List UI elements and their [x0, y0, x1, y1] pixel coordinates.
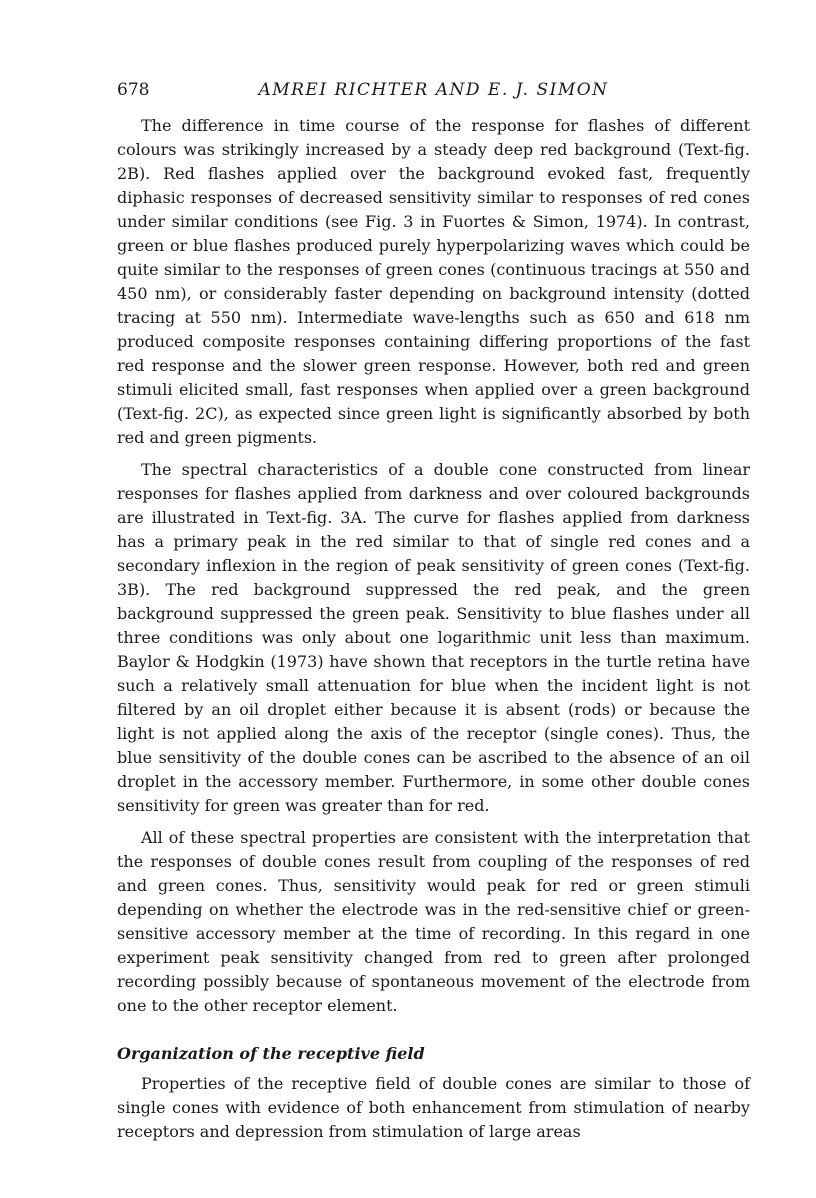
section-heading: Organization of the receptive field	[117, 1044, 425, 1063]
running-head-authors: AMREI RICHTER AND E. J. SIMON	[258, 80, 609, 100]
body-paragraph: Properties of the receptive field of double cones are similar to those of single cones with evidence of both enhancement from stimulation of nearby receptors and depression from stimulation of large areas	[117, 1074, 750, 1141]
page-number: 678	[117, 80, 150, 100]
body-paragraph: The spectral characteristics of a double cone constructed from linear responses for flashes applied from darkness and over coloured backgrounds are illustrated in Text-fig. 3A. The curve for flashes applied from darkness has a primary peak in the red similar to that of single red cones and a secondary inflexion in the region of peak sensitivity of green cones (Text-fig. 3B). The red background suppressed the red peak, and the green background suppressed the green peak. Sensitivity to blue flashes under all three conditions was only about one logarithmic unit less than maximum. Baylor & Hodgkin (1973) have shown that receptors in the turtle retina have such a relatively small attenuation for blue when the incident light is not filtered by an oil droplet either because it is absent (rods) or because the light is not applied along the axis of the receptor (single cones). Thus, the blue sensitivity of the double cones can be ascribed to the absence of an oil droplet in the accessory member. Furthermore, in some other double cones sensitivity for green was greater than for red.	[117, 460, 750, 815]
body-paragraph: The difference in time course of the response for flashes of different colours was strikingly increased by a steady deep red background (Text-fig. 2B). Red flashes applied over the background evoked fast, frequently diphasic responses of decreased sensitivity similar to responses of red cones under similar conditions (see Fig. 3 in Fuortes & Simon, 1974). In contrast, green or blue flashes produced purely hyperpolarizing waves which could be quite similar to the responses of green cones (continuous tracings at 550 and 450 nm), or considerably faster depending on background intensity (dotted tracing at 550 nm). Intermediate wave-lengths such as 650 and 618 nm produced composite responses containing differing proportions of the fast red response and the slower green response. However, both red and green stimuli elicited small, fast responses when applied over a green background (Text-fig. 2C), as expected since green light is significantly absorbed by both red and green pigments.	[117, 116, 750, 447]
page	[117, 80, 750, 1144]
body-paragraph: All of these spectral properties are consistent with the interpretation that the responses of double cones result from coupling of the responses of red and green cones. Thus, sensitivity would peak for red or green stimuli depending on whether the electrode was in the red-sensitive chief or green-sensitive accessory member at the time of recording. In this regard in one experiment peak sensitivity changed from red to green after prolonged recording possibly because of spontaneous movement of the electrode from one to the other receptor element.	[117, 828, 750, 1015]
running-head	[117, 80, 750, 110]
